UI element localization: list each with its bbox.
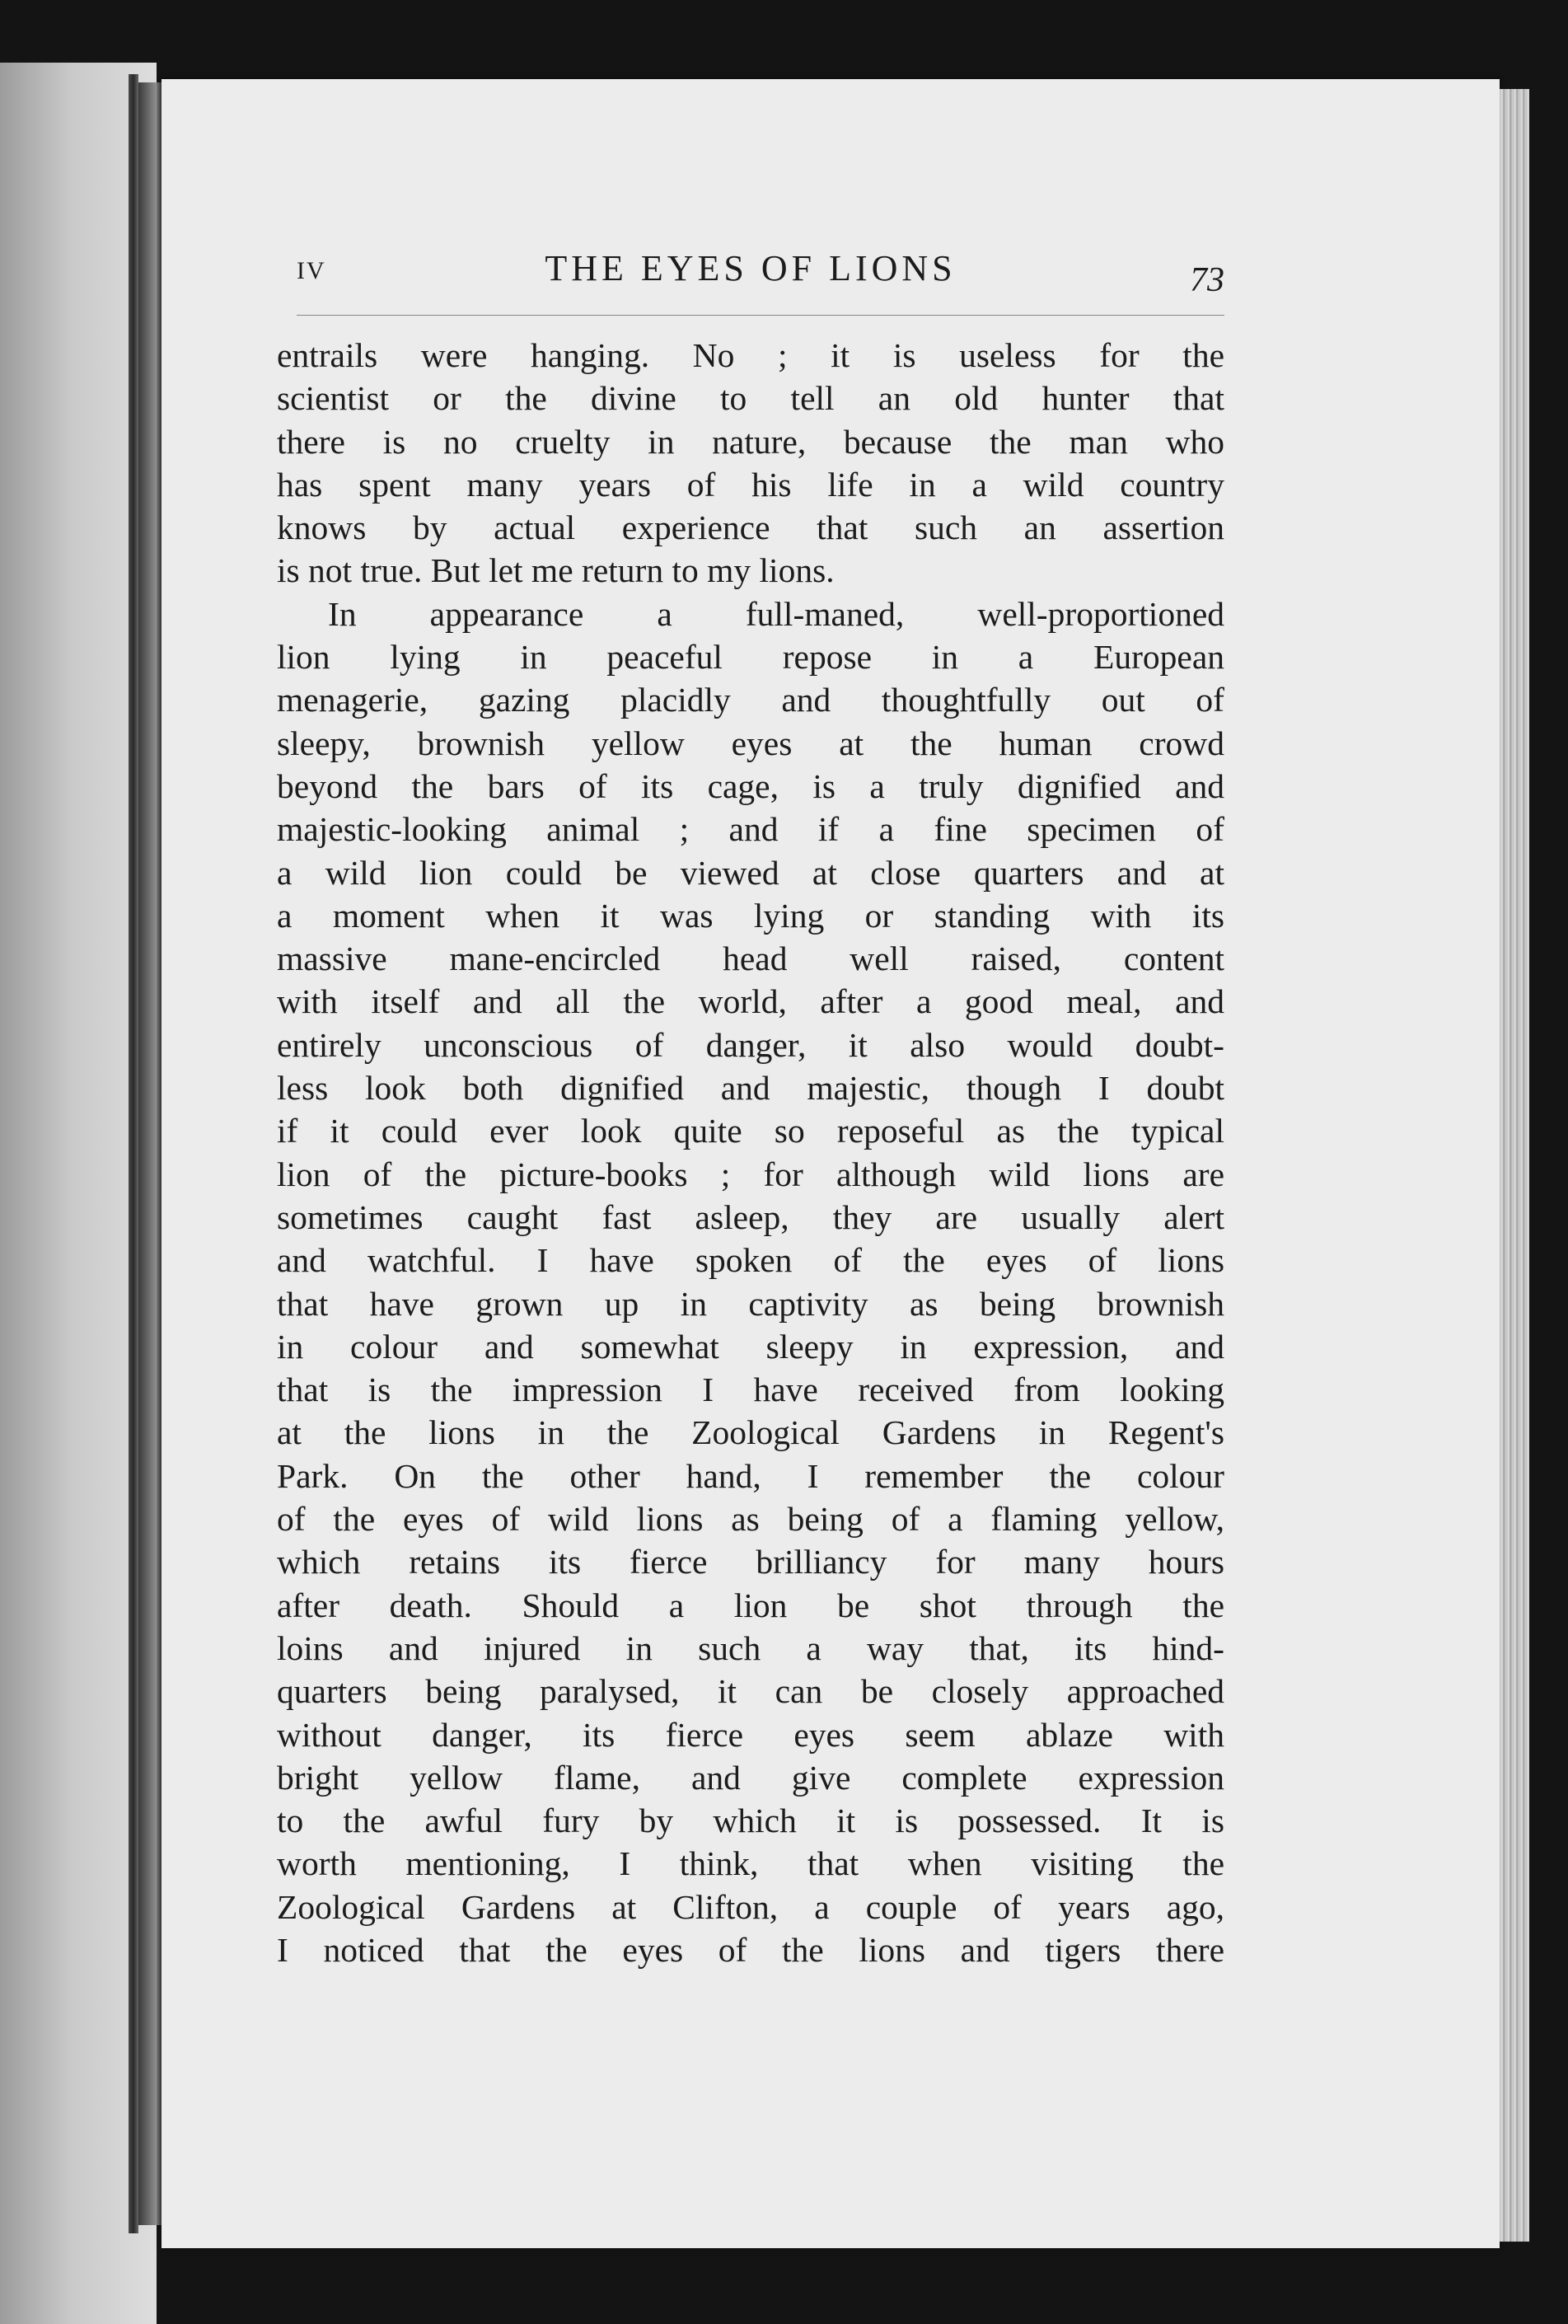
text-line: less look both dignified and majestic, though I doubt [277, 1069, 1224, 1108]
text-line: lion lying in peaceful repose in a European [277, 638, 1224, 677]
text-line: without danger, its fierce eyes seem ablaze with [277, 1715, 1224, 1754]
text-line: which retains its fierce brilliancy for many hours [277, 1543, 1224, 1581]
text-line: to the awful fury by which it is possessed. It is [277, 1802, 1224, 1840]
page-number: 73 [1190, 261, 1224, 299]
text-line: Park. On the other hand, I remember the colour [277, 1456, 1224, 1495]
text-line: a moment when it was lying or standing with its [277, 896, 1224, 935]
left-page-spine-shadow [129, 74, 138, 2233]
text-line: sometimes caught fast asleep, they are usually alert [277, 1197, 1224, 1236]
text-line: knows by actual experience that such an assertion [277, 508, 1224, 547]
text-line: and watchful. I have spoken of the eyes of lions [277, 1241, 1224, 1280]
text-line: that have grown up in captivity as being brownish [277, 1284, 1224, 1323]
header-rule [297, 315, 1224, 316]
text-line: menagerie, gazing placidly and thoughtfully out of [277, 681, 1224, 719]
text-line: bright yellow flame, and give complete expression [277, 1758, 1224, 1797]
text-line: there is no cruelty in nature, because the man who [277, 422, 1224, 461]
text-line: in colour and somewhat sleepy in expression, and [277, 1327, 1224, 1366]
text-line: lion of the picture-books ; for although wild lions are [277, 1155, 1224, 1193]
text-line: worth mentioning, I think, that when visiting the [277, 1844, 1224, 1883]
text-line: beyond the bars of its cage, is a truly dignified and [277, 766, 1224, 805]
text-line: entrails were hanging. No ; it is useless for the [277, 336, 1224, 374]
text-line: has spent many years of his life in a wild country [277, 465, 1224, 504]
text-line: at the lions in the Zoological Gardens in Regent's [277, 1413, 1224, 1452]
text-line: with itself and all the world, after a good meal, and [277, 982, 1224, 1021]
running-title: THE EYES OF LIONS [545, 248, 957, 288]
page-block-edges [1500, 89, 1529, 2242]
text-line: of the eyes of wild lions as being of a flaming yellow, [277, 1500, 1224, 1539]
text-line: loins and injured in such a way that, its hind- [277, 1628, 1224, 1667]
text-line: if it could ever look quite so reposeful as the typical [277, 1112, 1224, 1150]
chapter-numeral: IV [297, 257, 326, 284]
text-line: that is the impression I have received from looking [277, 1371, 1224, 1409]
text-line: majestic-looking animal ; and if a fine specimen of [277, 810, 1224, 849]
text-line: sleepy, brownish yellow eyes at the human crowd [277, 724, 1224, 762]
body-text [277, 334, 1224, 1971]
text-line: after death. Should a lion be shot through the [277, 1586, 1224, 1624]
paragraph-end-line: is not true. But let me return to my lions. [277, 551, 835, 590]
text-line: a wild lion could be viewed at close quarters and at [277, 853, 1224, 892]
paragraph-start-line: In appearance a full-maned, well-proportioned [328, 594, 1224, 633]
text-line: Zoological Gardens at Clifton, a couple of years ago, [277, 1887, 1224, 1926]
running-head [277, 247, 1224, 305]
text-line: I noticed that the eyes of the lions and tigers there [277, 1930, 1224, 1969]
text-line: scientist or the divine to tell an old hunter that [277, 379, 1224, 418]
page-content [277, 247, 1224, 2027]
text-line: quarters being paralysed, it can be closely approached [277, 1672, 1224, 1711]
text-line: massive mane-encircled head well raised, content [277, 939, 1224, 978]
text-line: entirely unconscious of danger, it also would doubt- [277, 1025, 1224, 1064]
